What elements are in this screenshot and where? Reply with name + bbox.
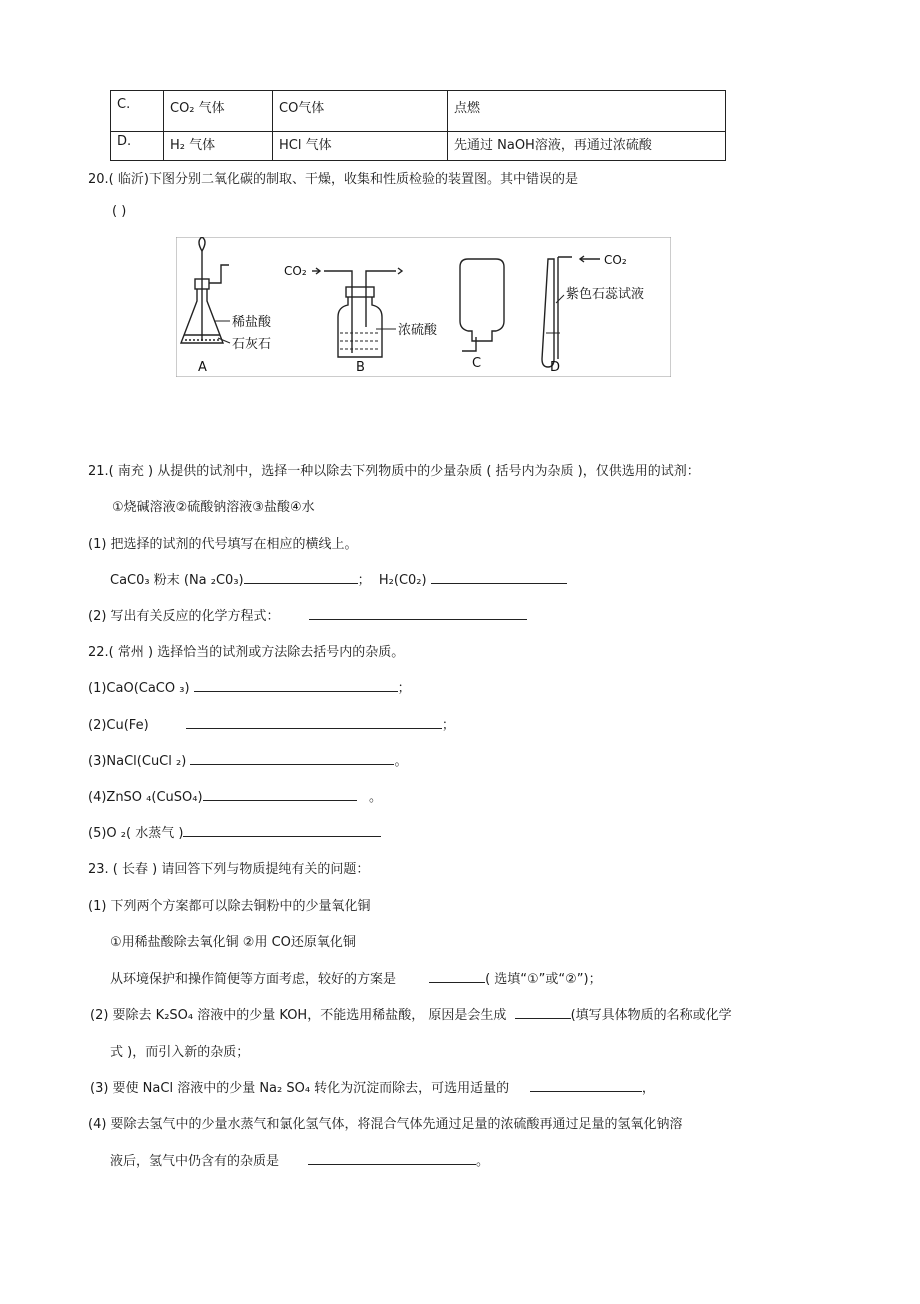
- fill-hint: (填写具体物质的名称或化学: [570, 1008, 732, 1023]
- item-end: 。: [394, 754, 408, 769]
- fill-hint: ( 选填“①”或“②”)；: [485, 972, 602, 987]
- item-text: (3)NaCl(CuCl ₂): [88, 754, 187, 769]
- funnel-bulb: [199, 237, 205, 251]
- q21-part1-items: [110, 569, 567, 588]
- answer-blank[interactable]: [186, 714, 442, 729]
- q22-stem: 22.( 常州 ) 选择恰当的试剂或方法除去括号内的杂质。: [88, 645, 405, 660]
- q23-part3: [90, 1077, 655, 1096]
- question-text: (2) 要除去 K₂SO₄ 溶液中的少量 KOH，不能选用稀盐酸， 原因是会生成: [90, 1008, 507, 1023]
- apparatus-b: [284, 264, 438, 375]
- option-impurity: CO气体: [273, 91, 448, 132]
- option-substance: H₂ 气体: [164, 132, 273, 161]
- item-end: ，: [641, 1081, 655, 1096]
- item-h2: H₂(C0₂): [378, 573, 427, 588]
- answer-blank[interactable]: [431, 569, 567, 584]
- q23-stem: 23. ( 长春 ) 请回答下列与物质提纯有关的问题：: [88, 862, 370, 877]
- answer-blank[interactable]: [190, 750, 394, 765]
- label-b: B: [356, 360, 365, 375]
- delivery-tube: [209, 265, 229, 283]
- q20-stem: 20.( 临沂)下图分别二氧化碳的制取、干燥，收集和性质检验的装置图。其中错误的是: [88, 172, 578, 187]
- question-text: 从环境保护和操作简便等方面考虑，较好的方案是: [110, 972, 397, 987]
- answer-blank[interactable]: [308, 1150, 476, 1165]
- collection-bottle: [460, 259, 504, 341]
- gas-tube: [558, 257, 572, 359]
- item-text: (1)CaO(CaCO ₃): [88, 681, 190, 696]
- label-dilute-hcl: 稀盐酸: [232, 315, 272, 330]
- q22-item2: [88, 714, 455, 733]
- separator: ；: [357, 573, 371, 588]
- answer-blank[interactable]: [309, 605, 527, 620]
- q23-part1: (1) 下列两个方案都可以除去铜粉中的少量氧化铜: [88, 899, 371, 914]
- option-letter: C.: [111, 91, 164, 132]
- answer-blank[interactable]: [203, 786, 357, 801]
- question-text: 液后，氢气中仍含有的杂质是: [110, 1154, 280, 1169]
- label-line: [218, 338, 230, 343]
- q22-item4: [88, 786, 382, 805]
- table-row: [111, 132, 726, 161]
- item-text: (2)Cu(Fe): [88, 718, 149, 733]
- options-table: [110, 90, 726, 161]
- label-a: A: [198, 360, 207, 375]
- question-text: (3) 要使 NaCl 溶液中的少量 Na₂ SO₄ 转化为沉淀而除去，可选用适量的: [90, 1081, 510, 1096]
- q22-item3: [88, 750, 407, 769]
- answer-blank[interactable]: [515, 1004, 571, 1019]
- q21-stem: 21.( 南充 ) 从提供的试剂中，选择一种以除去下列物质中的少量杂质 ( 括号内为杂质 )，仅供选用的试剂：: [88, 464, 700, 479]
- outlet-tube: [366, 271, 396, 327]
- sulfuric-acid: [340, 333, 380, 349]
- test-tube: [542, 259, 554, 367]
- option-letter: D.: [111, 132, 164, 161]
- b-co2-label: CO₂: [284, 264, 307, 278]
- q22-item5: [88, 822, 381, 841]
- option-method: 点燃: [448, 91, 726, 132]
- option-substance: CO₂ 气体: [164, 91, 273, 132]
- q22-item1: [88, 677, 411, 696]
- q23-part2-cont: 式 )，而引入新的杂质；: [110, 1045, 250, 1060]
- q23-part4: (4) 要除去氢气中的少量水蒸气和氯化氢气体，将混合气体先通过足量的浓硫酸再通过足量的氢氧化钠溶: [88, 1117, 683, 1132]
- q23-part4-cont: [110, 1150, 489, 1169]
- d-co2-label: CO₂: [604, 253, 627, 267]
- inlet-tube: [462, 337, 476, 351]
- label-d: D: [550, 360, 561, 375]
- label-limestone: 石灰石: [232, 337, 272, 352]
- item-end: 。: [475, 1154, 489, 1169]
- answer-blank[interactable]: [244, 569, 358, 584]
- option-method: 先通过 NaOH溶液，再通过浓硫酸: [448, 132, 726, 161]
- q21-reagents: ①烧碱溶液②硫酸钠溶液③盐酸④水: [112, 500, 315, 515]
- q23-part1-options: ①用稀盐酸除去氧化铜 ②用 CO还原氧化铜: [110, 935, 356, 950]
- apparatus-diagram: [176, 237, 671, 377]
- apparatus-c: [460, 259, 504, 371]
- q23-part1-question: [110, 968, 602, 987]
- item-end: ；: [397, 681, 411, 696]
- label-line: [556, 295, 564, 303]
- arrow-head: [398, 268, 402, 274]
- apparatus-a: [181, 237, 272, 375]
- apparatus-d: [542, 253, 644, 375]
- option-impurity: HCl 气体: [273, 132, 448, 161]
- answer-blank[interactable]: [429, 968, 485, 983]
- q21-part1: (1) 把选择的试剂的代号填写在相应的横线上。: [88, 537, 358, 552]
- diagram-frame: [176, 237, 671, 377]
- q21-part2-text: (2) 写出有关反应的化学方程式：: [88, 609, 280, 624]
- item-text: (5)O ₂( 水蒸气 ): [88, 826, 184, 841]
- table-row: [111, 91, 726, 132]
- q21-part2: [88, 605, 527, 624]
- q20-answer-paren: ( ): [112, 204, 127, 219]
- answer-blank[interactable]: [194, 677, 398, 692]
- stopper: [346, 287, 374, 297]
- wash-bottle: [338, 297, 382, 357]
- item-end: 。: [368, 790, 382, 805]
- item-caco3: CaC0₃ 粉末 (Na ₂C0₃): [110, 573, 244, 588]
- answer-blank[interactable]: [530, 1077, 642, 1092]
- answer-blank[interactable]: [183, 822, 381, 837]
- item-end: ；: [441, 718, 455, 733]
- label-conc-h2so4: 浓硫酸: [398, 323, 438, 338]
- label-litmus: 紫色石蕊试液: [566, 287, 645, 302]
- item-text: (4)ZnSO ₄(CuSO₄): [88, 790, 203, 805]
- q23-part2: [90, 1004, 732, 1023]
- label-c: C: [472, 356, 482, 371]
